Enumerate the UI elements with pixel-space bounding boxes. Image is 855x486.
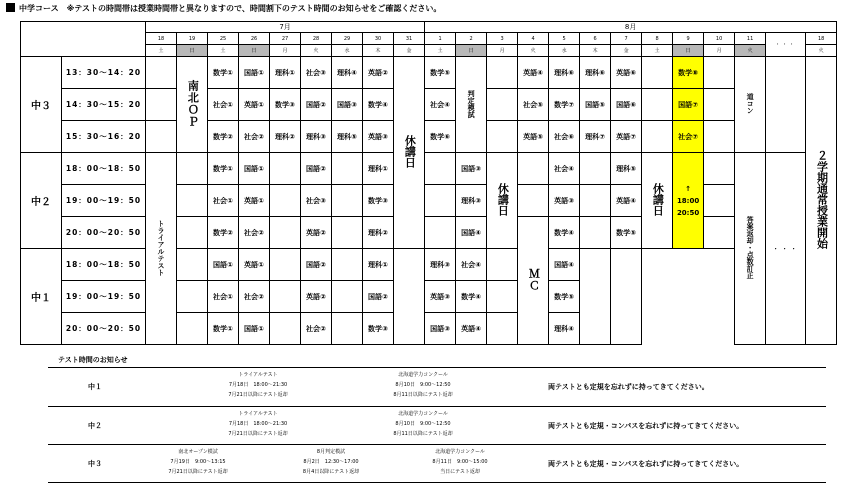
subject-cell: 国語① xyxy=(239,153,270,185)
vertical-label: 答案返却・点数訂正 xyxy=(746,216,755,279)
empty-cell xyxy=(146,57,177,89)
subject-cell: 社会⑦ xyxy=(673,121,704,153)
subject-cell: 社会④ xyxy=(425,89,456,121)
event-kaitou-henkyaku xyxy=(735,153,766,345)
time-slot: 18：00〜18：50 xyxy=(62,153,146,185)
empty-cell xyxy=(177,249,208,281)
subject-cell: 理科⑥ xyxy=(580,57,611,89)
subject-cell: 理科④ xyxy=(332,57,363,89)
empty-cell xyxy=(642,57,673,89)
notice-test-return: 7月21日以降にテスト返却 xyxy=(228,392,288,398)
empty-cell xyxy=(704,185,735,217)
subject-cell: 数学⑧ xyxy=(673,57,704,89)
vertical-label: トライアルテスト xyxy=(157,219,166,276)
notice-test-a xyxy=(143,447,253,477)
weekday-cell: 土 xyxy=(642,45,673,57)
empty-cell xyxy=(425,185,456,217)
date-cell: 5 xyxy=(549,33,580,45)
date-cell: 25 xyxy=(208,33,239,45)
subject-cell: 社会④ xyxy=(456,249,487,281)
notice-test-c xyxy=(276,447,386,477)
date-cell: 9 xyxy=(673,33,704,45)
weekday-cell: 日 xyxy=(456,45,487,57)
empty-cell xyxy=(332,185,363,217)
empty-cell xyxy=(425,153,456,185)
notice-title: テスト時間のお知らせ xyxy=(58,356,128,364)
empty-cell xyxy=(487,89,518,121)
notice-test-name: トライアルテスト xyxy=(238,411,278,417)
subject-cell: 理科③ xyxy=(425,249,456,281)
notice-row-c1 xyxy=(48,368,826,406)
date-cell: 4 xyxy=(518,33,549,45)
event-trial-test xyxy=(146,153,177,345)
weekday-cell: 火 xyxy=(518,45,549,57)
date-cell: 30 xyxy=(363,33,394,45)
schedule-row xyxy=(21,89,837,121)
date-cell: 7 xyxy=(611,33,642,45)
weekday-cell: 月 xyxy=(487,45,518,57)
subject-cell: 英語③ xyxy=(549,185,580,217)
subject-cell: 国語② xyxy=(301,153,332,185)
empty-cell xyxy=(270,281,301,313)
subject-cell: 理科⑤ xyxy=(332,121,363,153)
subject-cell: 社会⑥ xyxy=(549,121,580,153)
square-bullet-icon xyxy=(6,3,15,12)
weekday-cell: 木 xyxy=(580,45,611,57)
subject-cell: 数学④ xyxy=(549,217,580,249)
date-cell: 2 xyxy=(456,33,487,45)
date-cell: 8 xyxy=(642,33,673,45)
subject-cell: 理科⑤ xyxy=(611,153,642,185)
notice-test-return: 8月11日以降にテスト返却 xyxy=(393,392,453,398)
event-kyukou xyxy=(394,57,425,249)
weekday-cell: 土 xyxy=(146,45,177,57)
subject-cell: 数学② xyxy=(208,217,239,249)
schedule-row xyxy=(21,57,837,89)
subject-cell: 数学⑦ xyxy=(549,89,580,121)
date-cell: ・・・ xyxy=(766,33,806,57)
empty-cell xyxy=(487,57,518,89)
month-july: 7月 xyxy=(146,22,425,33)
notice-test-name: 北海道学力コンクール xyxy=(398,372,448,378)
notice-test-b xyxy=(400,447,520,477)
subject-cell: 数学③ xyxy=(363,185,394,217)
subject-cell: 国語② xyxy=(301,249,332,281)
date-cell: 6 xyxy=(580,33,611,45)
range-time: 18:00 xyxy=(676,196,700,205)
empty-cell xyxy=(704,89,735,121)
empty-cell xyxy=(580,249,611,345)
subject-cell: 理科④ xyxy=(549,313,580,345)
schedule-row xyxy=(21,249,837,281)
empty-cell xyxy=(642,89,673,121)
schedule-row xyxy=(21,313,837,345)
empty-cell xyxy=(704,217,735,249)
empty-cell xyxy=(487,121,518,153)
page-header xyxy=(6,3,441,14)
notice-grade: 中３ xyxy=(88,460,102,468)
time-slot: 14：30〜15：20 xyxy=(62,89,146,121)
notice-test-return: 7月21日以降にテスト返却 xyxy=(228,431,288,437)
timetable xyxy=(20,21,837,345)
weekday-cell: 月 xyxy=(270,45,301,57)
schedule-row xyxy=(21,217,837,249)
empty-cell xyxy=(270,153,301,185)
empty-cell xyxy=(177,153,208,185)
subject-cell: 数学⑤ xyxy=(549,281,580,313)
subject-cell: 国語② xyxy=(301,89,332,121)
subject-cell: 理科① xyxy=(270,57,301,89)
notice-test-return: 当日にテスト返却 xyxy=(440,469,480,475)
time-slot: 18：00〜18：50 xyxy=(62,249,146,281)
schedule-row xyxy=(21,281,837,313)
subject-cell: 社会① xyxy=(208,89,239,121)
notice-test-return: 8月4日以降にテスト返却 xyxy=(302,469,360,475)
notice-test-name: トライアルテスト xyxy=(238,372,278,378)
corner-cell xyxy=(21,22,146,57)
subject-cell: 数学① xyxy=(208,57,239,89)
empty-cell xyxy=(580,153,611,185)
empty-cell xyxy=(704,57,735,89)
date-cell: 10 xyxy=(704,33,735,45)
weekday-cell: 土 xyxy=(208,45,239,57)
notice-test-time: 8月10日 9:00〜12:50 xyxy=(395,421,451,427)
notice-test-time: 7月19日 9:00〜13:15 xyxy=(170,459,226,465)
subject-cell: 英語③ xyxy=(425,281,456,313)
notice-box xyxy=(48,367,826,483)
subject-cell: 数学① xyxy=(208,313,239,345)
notice-row-c2 xyxy=(48,406,826,444)
empty-cell xyxy=(580,217,611,249)
notice-test-a xyxy=(198,409,318,439)
subject-cell: 英語① xyxy=(239,89,270,121)
date-cell: 1 xyxy=(425,33,456,45)
notice-message: 両テストとも定規・コンパスを忘れずに持ってきてください。 xyxy=(548,422,744,430)
subject-cell: 英語① xyxy=(239,185,270,217)
empty-cell xyxy=(332,249,363,281)
subject-cell: 国語⑦ xyxy=(673,89,704,121)
weekday-cell: 土 xyxy=(425,45,456,57)
empty-cell xyxy=(580,185,611,217)
subject-cell: 数学④ xyxy=(363,89,394,121)
subject-cell: 国語① xyxy=(239,57,270,89)
event-kyukou xyxy=(642,153,673,249)
subject-cell: 理科① xyxy=(363,249,394,281)
subject-cell: 社会④ xyxy=(549,153,580,185)
event-kyukou xyxy=(487,153,518,249)
empty-cell xyxy=(766,57,806,153)
empty-cell xyxy=(332,313,363,345)
empty-cell xyxy=(177,185,208,217)
subject-cell: 社会② xyxy=(239,281,270,313)
event-nanboku-op xyxy=(177,57,208,153)
date-cell: 26 xyxy=(239,33,270,45)
subject-cell: 理科② xyxy=(270,121,301,153)
date-cell: 3 xyxy=(487,33,518,45)
notice-message: 両テストとも定規・コンパスを忘れずに持ってきてください。 xyxy=(548,460,744,468)
notice-test-time: 7月18日 18:00〜21:30 xyxy=(228,382,288,388)
weekday-cell: 金 xyxy=(611,45,642,57)
weekday-cell: 木 xyxy=(363,45,394,57)
notice-test-b xyxy=(358,370,488,400)
empty-cell xyxy=(611,249,642,345)
subject-cell: 英語② xyxy=(363,57,394,89)
vertical-label: 休講日 xyxy=(651,183,665,216)
subject-cell: 英語① xyxy=(239,249,270,281)
time-slot: 15：30〜16：20 xyxy=(62,121,146,153)
empty-cell xyxy=(177,313,208,345)
empty-cell xyxy=(270,313,301,345)
grade-label: 中１ xyxy=(21,249,62,345)
subject-cell: 数学⑤ xyxy=(425,57,456,89)
vertical-label: ２学期通常授業開始 xyxy=(815,150,829,249)
vertical-label: 道コン xyxy=(746,93,755,114)
subject-cell: 英語② xyxy=(301,217,332,249)
subject-cell: 社会① xyxy=(208,281,239,313)
subject-cell: 理科② xyxy=(363,217,394,249)
date-cell: 11 xyxy=(735,33,766,45)
subject-cell: 数学⑥ xyxy=(425,121,456,153)
notice-test-name: 南北オープン模試 xyxy=(178,449,218,455)
empty-cell xyxy=(518,185,549,217)
event-mc xyxy=(518,217,549,345)
weekday-cell: 火 xyxy=(806,45,837,57)
empty-cell xyxy=(332,153,363,185)
notice-grade: 中１ xyxy=(88,383,102,391)
date-cell: 29 xyxy=(332,33,363,45)
subject-cell: 社会③ xyxy=(301,185,332,217)
yellow-range-cell xyxy=(673,153,704,249)
subject-cell: 理科③ xyxy=(456,185,487,217)
subject-cell: 国語① xyxy=(208,249,239,281)
subject-cell: 国語③ xyxy=(425,313,456,345)
dots-cell: ・・・ xyxy=(766,153,806,345)
empty-cell xyxy=(487,249,518,281)
subject-cell: 数学③ xyxy=(363,313,394,345)
weekday-cell: 日 xyxy=(177,45,208,57)
weekday-cell: 火 xyxy=(301,45,332,57)
subject-cell: 社会② xyxy=(239,217,270,249)
date-cell: 31 xyxy=(394,33,425,45)
subject-cell: 社会⑤ xyxy=(518,89,549,121)
notice-test-b xyxy=(358,409,488,439)
time-slot: 13：30〜14：20 xyxy=(62,57,146,89)
event-dokon xyxy=(735,57,766,153)
weekday-cell: 水 xyxy=(549,45,580,57)
event-term-start xyxy=(806,57,837,345)
subject-cell: 英語⑥ xyxy=(611,57,642,89)
subject-cell: 社会② xyxy=(239,121,270,153)
subject-cell: 英語④ xyxy=(518,57,549,89)
vertical-label: ＭＣ xyxy=(527,267,541,292)
grade-label: 中３ xyxy=(21,57,62,153)
date-cell: 19 xyxy=(177,33,208,45)
subject-cell: 国語③ xyxy=(456,153,487,185)
month-august: 8月 xyxy=(425,22,837,33)
range-time: 20:50 xyxy=(676,208,700,217)
empty-cell xyxy=(146,89,177,121)
weekday-cell: 日 xyxy=(239,45,270,57)
subject-cell: 社会② xyxy=(301,313,332,345)
empty-cell xyxy=(394,249,425,345)
subject-cell: 英語⑤ xyxy=(518,121,549,153)
date-cell: 28 xyxy=(301,33,332,45)
empty-cell xyxy=(270,217,301,249)
subject-cell: 国語④ xyxy=(549,249,580,281)
subject-cell: 国語① xyxy=(239,313,270,345)
empty-cell xyxy=(332,281,363,313)
time-slot: 20：00〜20：50 xyxy=(62,313,146,345)
weekday-cell: 月 xyxy=(704,45,735,57)
empty-cell xyxy=(177,281,208,313)
subject-cell: 数学⑤ xyxy=(611,217,642,249)
subject-cell: 英語④ xyxy=(611,185,642,217)
event-hantei-moshi xyxy=(456,57,487,153)
empty-cell xyxy=(332,217,363,249)
grade-label: 中２ xyxy=(21,153,62,249)
subject-cell: 英語② xyxy=(301,281,332,313)
notice-row-c3 xyxy=(48,444,826,482)
subject-cell: 数学④ xyxy=(456,281,487,313)
vertical-label: 休講日 xyxy=(403,135,417,168)
notice-test-return: 8月11日以降にテスト返却 xyxy=(393,431,453,437)
date-cell: 18 xyxy=(806,33,837,45)
notice-test-name: 8月判定模試 xyxy=(316,449,346,455)
notice-test-time: 8月10日 9:00〜12:50 xyxy=(395,382,451,388)
subject-cell: 数学① xyxy=(208,153,239,185)
date-cell: 27 xyxy=(270,33,301,45)
empty-cell xyxy=(642,121,673,153)
subject-cell: 理科③ xyxy=(301,121,332,153)
weekday-cell: 火 xyxy=(735,45,766,57)
subject-cell: 英語⑦ xyxy=(611,121,642,153)
vertical-label: 休講日 xyxy=(496,183,510,216)
notice-test-name: 北海道学力コンクール xyxy=(398,411,448,417)
time-slot: 19：00〜19：50 xyxy=(62,185,146,217)
time-slot: 20：00〜20：50 xyxy=(62,217,146,249)
schedule-row xyxy=(21,121,837,153)
time-slot: 19：00〜19：50 xyxy=(62,281,146,313)
notice-test-time: 7月18日 18:00〜21:30 xyxy=(228,421,288,427)
empty-cell xyxy=(425,217,456,249)
notice-message: 両テストとも定規を忘れずに持ってきてください。 xyxy=(548,383,709,391)
empty-cell xyxy=(704,153,735,185)
schedule-row xyxy=(21,185,837,217)
notice-test-time: 8月11日 9:00〜15:00 xyxy=(432,459,488,465)
notice-test-time: 8月2日 12:30〜17:00 xyxy=(303,459,359,465)
empty-cell xyxy=(487,313,518,345)
subject-cell: 英語④ xyxy=(456,313,487,345)
up-arrow-icon: ↑ xyxy=(685,184,692,193)
subject-cell: 理科① xyxy=(363,153,394,185)
vertical-label: 南北ＯＰ xyxy=(186,79,200,128)
subject-cell: 国語④ xyxy=(456,217,487,249)
weekday-cell: 金 xyxy=(394,45,425,57)
subject-cell: 理科⑥ xyxy=(549,57,580,89)
notice-grade: 中２ xyxy=(88,422,102,430)
weekday-cell: 日 xyxy=(673,45,704,57)
empty-cell xyxy=(518,153,549,185)
empty-cell xyxy=(177,217,208,249)
vertical-label: 判定模試 xyxy=(467,89,476,118)
subject-cell: 理科⑦ xyxy=(580,121,611,153)
subject-cell: 数学③ xyxy=(270,89,301,121)
empty-cell xyxy=(270,185,301,217)
subject-cell: 英語③ xyxy=(363,121,394,153)
notice-test-return: 7月21日以降にテスト返却 xyxy=(168,469,228,475)
empty-cell xyxy=(146,121,177,153)
notice-test-a xyxy=(198,370,318,400)
subject-cell: 国語⑥ xyxy=(611,89,642,121)
date-cell: 18 xyxy=(146,33,177,45)
empty-cell xyxy=(270,249,301,281)
subject-cell: 国語⑤ xyxy=(580,89,611,121)
subject-cell: 国語③ xyxy=(332,89,363,121)
schedule-row xyxy=(21,153,837,185)
empty-cell xyxy=(704,121,735,153)
subject-cell: 数学② xyxy=(208,121,239,153)
empty-cell xyxy=(487,281,518,313)
header-text: 中学コース ※テストの時間帯は授業時間帯と異なりますので、時間割下のテスト時間のお知らせをご確認ください。 xyxy=(19,4,442,13)
subject-cell: 社会③ xyxy=(301,57,332,89)
subject-cell: 社会① xyxy=(208,185,239,217)
notice-test-name: 北海道学力コンクール xyxy=(435,449,485,455)
weekday-cell: 水 xyxy=(332,45,363,57)
subject-cell: 国語② xyxy=(363,281,394,313)
